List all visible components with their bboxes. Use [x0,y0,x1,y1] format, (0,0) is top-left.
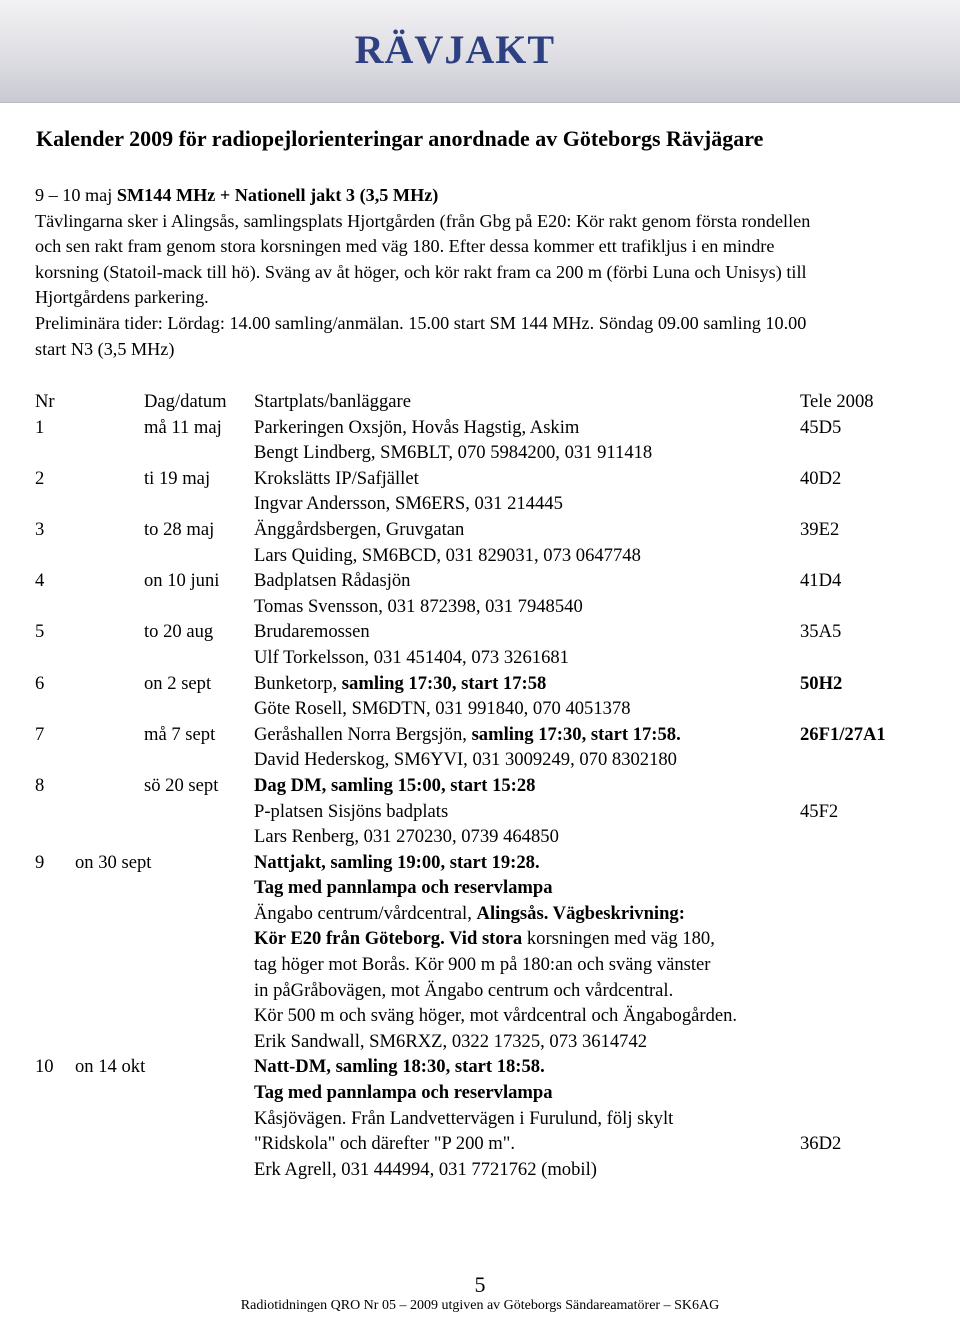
table-row [35,1054,935,1080]
event-directions [254,901,685,927]
table-row [35,619,935,645]
intro-line: start N3 (3,5 MHz) [35,338,175,359]
event-directions: tag höger mot Borås. Kör 900 m på 180:an och sväng vänster [254,954,711,976]
header-banner [0,0,960,103]
event-place-name: Geråshallen Norra Bergsjön, [254,723,472,745]
table-row [35,901,935,927]
event-date: ti 19 maj [144,467,211,489]
directions-text: korsningen med väg 180, [526,928,715,950]
table-row [35,1080,935,1106]
page-heading: Kalender 2009 för radiopejlorienteringar anordnade av Göteborgs Rävjägare [36,126,764,151]
event-tele: 36D2 [800,1133,842,1155]
event-place: Parkeringen Oxsjön, Hovås Hagstig, Askim [254,416,580,438]
event-place: Dag DM, samling 15:00, start 15:28 [254,774,536,796]
intro-title [35,183,950,209]
footer-text: Radiotidningen QRO Nr 05 – 2009 utgiven av Göteborgs Sändareamatörer – SK6AG [240,1298,720,1313]
header-dag: Dag/datum [144,391,227,412]
table-row [35,722,935,748]
directions-bold: Kör E20 från Göteborg. Vid stora [254,928,527,950]
event-date: to 20 aug [144,621,214,643]
event-tele: 50H2 [800,672,843,694]
event-directions [254,926,715,952]
header-tele: Tele 2008 [800,391,874,412]
page-number: 5 [474,1272,486,1297]
table-row [35,543,935,569]
header-place: Startplats/banläggare [254,391,411,412]
event-nr: 5 [35,621,45,643]
table-header-row [35,389,935,415]
event-nr: 4 [35,570,45,592]
event-contact: Erik Sandwall, SM6RXZ, 0322 17325, 073 3614742 [254,1030,648,1052]
event-nr: 7 [35,723,45,745]
directions-text: Ängabo centrum/vårdcentral, [254,902,477,924]
event-nr: 10 [35,1056,54,1078]
event-contact: Tomas Svensson, 031 872398, 031 7948540 [254,595,583,617]
event-tele: 35A5 [800,621,842,643]
table-row [35,799,935,825]
event-nr: 8 [35,774,45,796]
table-row [35,1003,935,1029]
intro-line: Preliminära tider: Lördag: 14.00 samling/anmälan. 15.00 start SM 144 MHz. Söndag 09.00 samling 10.00 [35,312,807,333]
table-row [35,415,935,441]
intro-line: och sen rakt fram genom stora korsningen med väg 180. Efter dessa kommer ett trafikljus i en mindre [35,236,775,257]
event-directions: Kör 500 m och sväng höger, mot vårdcentral och Ängabogården. [254,1005,738,1027]
event-place [254,671,546,697]
table-row [35,1131,935,1157]
banner-title: RÄVJAKT [354,27,555,72]
event-place: Brudaremossen [254,621,370,643]
event-contact: Göte Rosell, SM6DTN, 031 991840, 070 4051378 [254,698,631,720]
event-place: Nattjakt, samling 19:00, start 19:28. [254,851,540,873]
event-nr: 9 [35,851,45,873]
event-location: P-platsen Sisjöns badplats [254,800,449,822]
table-row [35,568,935,594]
table-row [35,696,935,722]
event-place: Natt-DM, samling 18:30, start 18:58. [254,1056,545,1078]
event-date: on 14 okt [75,1056,146,1078]
table-row [35,824,935,850]
event-date: må 11 maj [144,416,222,438]
table-row [35,1157,935,1183]
table-row [35,952,935,978]
intro-section [35,183,950,362]
table-row [35,926,935,952]
table-row [35,978,935,1004]
table-row [35,440,935,466]
event-contact: Lars Quiding, SM6BCD, 031 829031, 073 0647748 [254,544,641,566]
intro-line: Hjortgårdens parkering. [35,287,209,308]
table-row [35,594,935,620]
directions-bold: Alingsås. Vägbeskrivning: [476,902,685,924]
event-tele: 45F2 [800,800,839,822]
table-row [35,850,935,876]
event-directions: "Ridskola" och därefter "P 200 m". [254,1133,516,1155]
event-place-name: Bunketorp, [254,672,342,694]
event-date: on 30 sept [75,851,152,873]
event-place [254,722,681,748]
event-directions: Kåsjövägen. Från Landvettervägen i Furulund, följ skylt [254,1107,674,1129]
table-row [35,466,935,492]
event-contact: Bengt Lindberg, SM6BLT, 070 5984200, 031 911418 [254,442,653,464]
event-note: Tag med pannlampa och reservlampa [254,877,553,899]
event-place: Badplatsen Rådasjön [254,570,411,592]
event-note: Tag med pannlampa och reservlampa [254,1082,553,1104]
intro-event-title: SM144 MHz + Nationell jakt 3 (3,5 MHz) [116,185,439,205]
event-contact: Lars Renberg, 031 270230, 0739 464850 [254,826,559,848]
event-date: on 2 sept [144,672,212,694]
event-date: to 28 maj [144,518,215,540]
intro-date: 9 – 10 maj [35,185,117,205]
table-row [35,1106,935,1132]
intro-line: korsning (Statoil-mack till hö). Sväng av åt höger, och kör rakt fram ca 200 m (förbi Luna och Unisys) till [35,261,807,282]
table-row [35,645,935,671]
event-contact: Ingvar Andersson, SM6ERS, 031 214445 [254,493,563,515]
event-contact: David Hederskog, SM6YVI, 031 3009249, 070 8302180 [254,749,677,771]
event-tele: 45D5 [800,416,842,438]
event-contact: Ulf Torkelsson, 031 451404, 073 3261681 [254,646,569,668]
event-nr: 1 [35,416,45,438]
event-nr: 2 [35,467,45,489]
event-contact: Erk Agrell, 031 444994, 031 7721762 (mobil) [254,1158,597,1180]
event-tele: 39E2 [800,518,840,540]
event-tele: 41D4 [800,570,842,592]
intro-line: Tävlingarna sker i Alingsås, samlingsplats Hjortgården (från Gbg på E20: Kör rakt genom första rondellen [35,210,811,231]
header-nr: Nr [35,391,55,412]
table-row [35,517,935,543]
table-row [35,1029,935,1055]
event-place: Krokslätts IP/Safjället [254,467,419,489]
table-row [35,491,935,517]
event-directions: in påGråbovägen, mot Ängabo centrum och vårdcentral. [254,979,674,1001]
table-row [35,747,935,773]
event-place: Änggårdsbergen, Gruvgatan [254,518,465,540]
event-times: samling 17:30, start 17:58 [341,672,547,694]
event-table [35,389,935,1182]
table-row [35,773,935,799]
event-nr: 6 [35,672,45,694]
event-times: samling 17:30, start 17:58. [471,723,681,745]
event-date: må 7 sept [144,723,216,745]
event-date: sö 20 sept [144,774,219,796]
event-date: on 10 juni [144,570,220,592]
event-nr: 3 [35,518,45,540]
event-tele: 26F1/27A1 [800,723,886,745]
table-row [35,671,935,697]
event-tele: 40D2 [800,467,842,489]
table-row [35,875,935,901]
